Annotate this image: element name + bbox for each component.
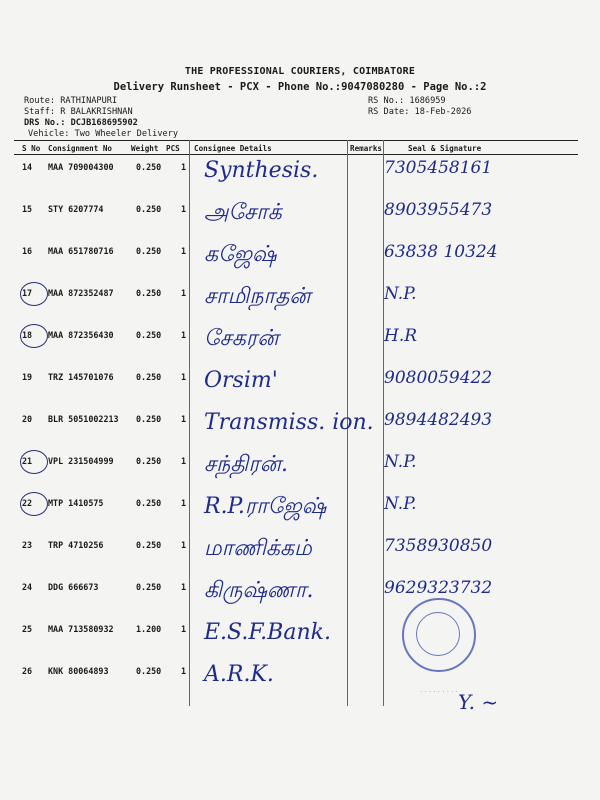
pcs-value: 1	[181, 498, 187, 508]
weight-value: 0.250	[136, 666, 162, 676]
rs-info	[368, 96, 471, 118]
signature-handwriting: 7358930850	[384, 536, 493, 556]
serial-number: 18	[22, 330, 33, 340]
pcs-value: 1	[181, 246, 187, 256]
consignee-handwriting: சாமிநாதன்	[204, 284, 311, 309]
pcs-value: 1	[181, 540, 187, 550]
pcs-value: 1	[181, 162, 187, 172]
weight-value: 0.250	[136, 456, 162, 466]
table-row	[14, 492, 578, 533]
consignee-handwriting: A.R.K.	[204, 662, 274, 687]
col-sno: S No	[22, 144, 41, 153]
consignee-handwriting: Synthesis.	[204, 158, 319, 183]
consignee-handwriting: R.P.ராஜேஷ்	[204, 494, 327, 519]
signature-handwriting: 7305458161	[384, 158, 493, 178]
serial-number: 14	[22, 162, 33, 172]
table-row	[14, 576, 578, 617]
consignment-number: KNK 80064893	[48, 666, 109, 676]
signature-handwriting: N.P.	[384, 452, 417, 472]
header-bottom-rule	[14, 154, 578, 155]
table-row	[14, 534, 578, 575]
signature-handwriting: 9629323732	[384, 578, 493, 598]
weight-value: 0.250	[136, 582, 162, 592]
signature-handwriting: 9894482493	[384, 410, 493, 430]
consignment-number: BLR 5051002213	[48, 414, 119, 424]
serial-number: 26	[22, 666, 33, 676]
serial-number: 25	[22, 624, 33, 634]
consignment-number: MAA 872356430	[48, 330, 114, 340]
serial-number: 20	[22, 414, 33, 424]
consignment-number: STY 6207774	[48, 204, 104, 214]
serial-number: 16	[22, 246, 33, 256]
pcs-value: 1	[181, 414, 187, 424]
col-pcs: PCS	[166, 144, 180, 153]
consignee-handwriting: மாணிக்கம்	[204, 536, 312, 561]
pcs-value: 1	[181, 288, 187, 298]
signature-scribble: Y. ~	[458, 690, 499, 714]
signature-handwriting: N.P.	[384, 284, 417, 304]
table-row	[14, 282, 578, 323]
rs-number: RS No.: 1686959	[368, 96, 446, 106]
consignment-number: MAA 709004300	[48, 162, 114, 172]
serial-number: 15	[22, 204, 33, 214]
consignment-number: MTP 1410575	[48, 498, 104, 508]
route: Route: RATHINAPURI	[24, 96, 118, 106]
consignment-number: TRP 4710256	[48, 540, 104, 550]
weight-value: 0.250	[136, 540, 162, 550]
serial-number: 19	[22, 372, 33, 382]
weight-value: 0.250	[136, 372, 162, 382]
pcs-value: 1	[181, 624, 187, 634]
consignee-handwriting: கிருஷ்ணா.	[204, 578, 314, 603]
consignment-number: VPL 231504999	[48, 456, 114, 466]
weight-value: 0.250	[136, 498, 162, 508]
weight-value: 0.250	[136, 288, 162, 298]
stamp-inner-ring	[416, 612, 460, 656]
weight-value: 1.200	[136, 624, 162, 634]
consignment-number: MAA 651780716	[48, 246, 114, 256]
col-remarks: Remarks	[350, 144, 383, 153]
table-row	[14, 408, 578, 449]
stamp-ink-smudge: · · · · · · · · ·	[420, 688, 458, 696]
consignee-handwriting: E.S.F.Bank.	[204, 620, 331, 645]
serial-number: 21	[22, 456, 33, 466]
consignee-handwriting: அசோக்	[204, 200, 282, 225]
consignment-number: MAA 872352487	[48, 288, 114, 298]
table-row	[14, 618, 578, 659]
consignment-number: DDG 666673	[48, 582, 99, 592]
company-title: THE PROFESSIONAL COURIERS, COIMBATORE	[184, 66, 416, 77]
runsheet-subtitle: Delivery Runsheet - PCX - Phone No.:9047080280 - Page No.:2	[113, 81, 487, 93]
pcs-value: 1	[181, 582, 187, 592]
weight-value: 0.250	[136, 204, 162, 214]
pcs-value: 1	[181, 456, 187, 466]
pcs-value: 1	[181, 204, 187, 214]
courier-seal-stamp	[402, 598, 476, 672]
serial-number: 22	[22, 498, 33, 508]
consignee-handwriting: Transmiss. ion.	[204, 410, 374, 435]
drs-number: DRS No.: DCJB168695902	[24, 118, 138, 128]
consignee-handwriting: சேகரன்	[204, 326, 279, 351]
consignee-handwriting: சந்திரன்.	[204, 452, 289, 477]
table-row	[14, 198, 578, 239]
weight-value: 0.250	[136, 414, 162, 424]
route-info	[24, 96, 178, 140]
signature-handwriting: 9080059422	[384, 368, 493, 388]
vehicle: Vehicle: Two Wheeler Delivery	[28, 129, 179, 139]
table-row	[14, 240, 578, 281]
consignee-handwriting: கஜேஷ்	[204, 242, 277, 267]
table-top-rule	[14, 140, 578, 141]
serial-number: 23	[22, 540, 33, 550]
staff: Staff: R BALAKRISHNAN	[24, 107, 133, 117]
rs-date: RS Date: 18-Feb-2026	[368, 107, 472, 117]
consignment-number: TRZ 145701076	[48, 372, 114, 382]
consignment-number: MAA 713580932	[48, 624, 114, 634]
weight-value: 0.250	[136, 162, 162, 172]
signature-handwriting: 63838 10324	[384, 242, 498, 262]
table-row	[14, 156, 578, 197]
table-row	[14, 450, 578, 491]
pcs-value: 1	[181, 666, 187, 676]
weight-value: 0.250	[136, 246, 162, 256]
serial-number: 24	[22, 582, 33, 592]
pcs-value: 1	[181, 330, 187, 340]
table-row	[14, 366, 578, 407]
signature-handwriting: 8903955473	[384, 200, 493, 220]
signature-handwriting: N.P.	[384, 494, 417, 514]
col-consignee: Consignee Details	[194, 144, 272, 153]
col-consignment: Consignment No	[48, 144, 113, 153]
col-weight: Weight	[131, 144, 159, 153]
signature-handwriting: H.R	[384, 326, 418, 346]
weight-value: 0.250	[136, 330, 162, 340]
serial-number: 17	[22, 288, 33, 298]
table-row	[14, 324, 578, 365]
col-signature: Seal & Signature	[408, 144, 482, 153]
consignee-handwriting: Orsim'	[204, 368, 278, 393]
pcs-value: 1	[181, 372, 187, 382]
